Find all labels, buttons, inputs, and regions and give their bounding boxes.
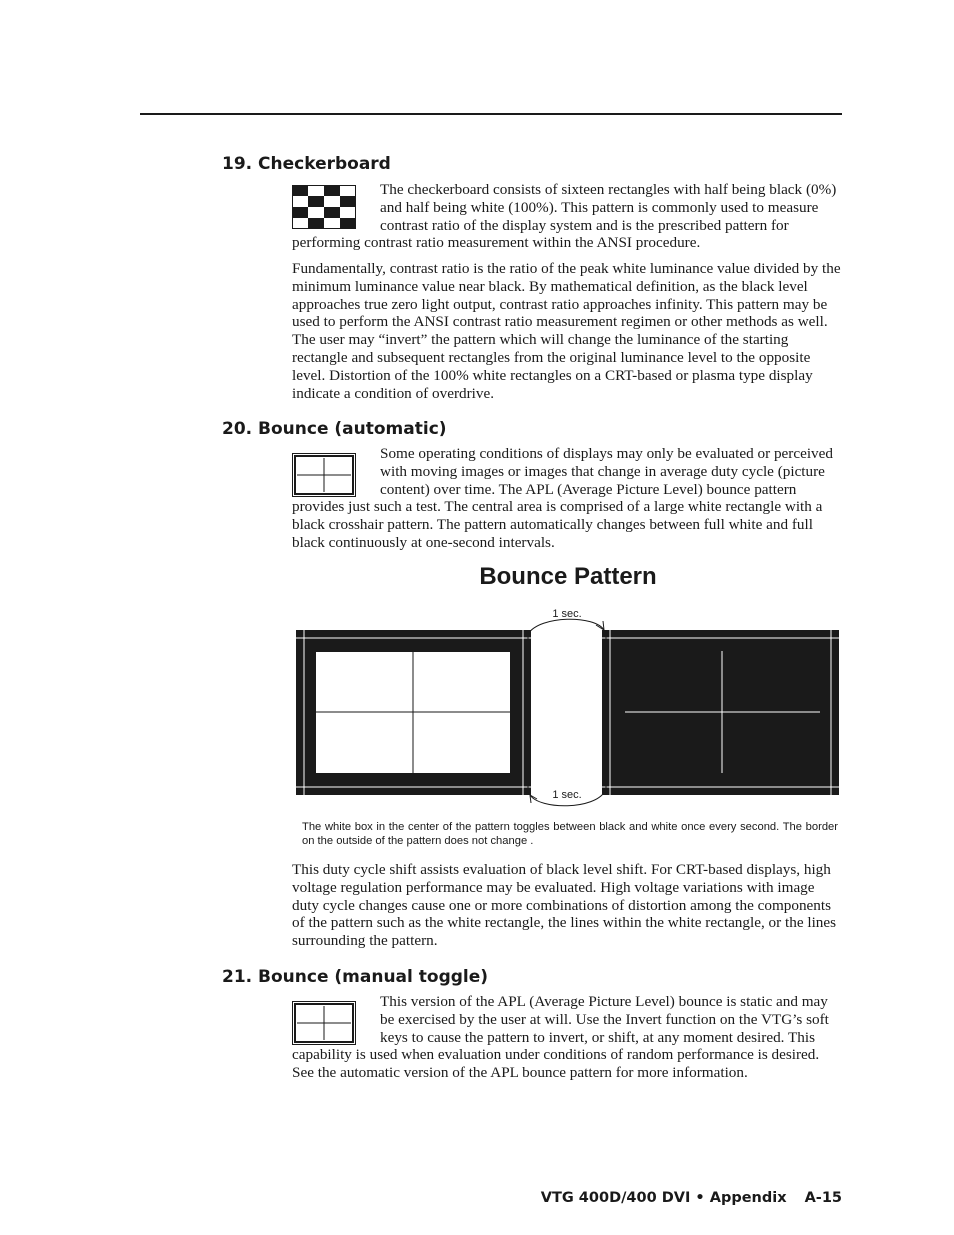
section-heading-checkerboard: 19. Checkerboard [222,154,391,174]
checker-cell [340,196,356,207]
bottom-interval-label: 1 sec. [552,789,582,801]
bounce-manual-thumbnail [292,1001,366,1045]
footer-title: VTG 400D/400 DVI • Appendix [540,1190,787,1206]
checkerboard-para-1: The checkerboard consists of sixteen rectangles with half being black (0%) and half being white (100%). This pattern is commonly used to measure contrast ratio of the display system and is the prescribed pattern for performing contrast ratio measurement within the ANSI procedure. [292,181,837,252]
contrast-ratio-paragraph: Fundamentally, contrast ratio is the ratio of the peak white luminance value divided by the minimum luminance value near black. By mathematical definition, as the black level approaches true zero light output, contrast ratio approaches infinity. This pattern may be used to perform the ANSI contrast ratio measurement regimen or other methods as well. The user may “invert” the pattern which will change the luminance of the starting rectangle and subsequent rectangles from the original luminance level to the opposite level. Distortion of the 100% white rectangles on a CRT-based or plasma type display indicate a condition of overdrive. [292,260,841,402]
bounce-manual-para-1: This version of the APL (Average Picture Level) bounce is static and may be exercised by the user at will. Use the Invert function on the VTG’s soft keys to cause the pattern to invert, or shift, at any moment desired. This capability is used when evaluation under conditions of random performance is desired. See the automatic version of the APL bounce pattern for more information. [292,993,829,1082]
checker-cell [324,185,340,196]
bounce-pattern-icon [292,453,366,497]
transition-arrows [528,619,606,806]
checkerboard-description [292,181,844,252]
bounce-frame-black [602,630,839,795]
checker-cell [292,218,308,229]
section-heading-bounce-manual: 21. Bounce (manual toggle) [222,967,489,987]
bounce-manual-description [292,993,844,1082]
duty-cycle-paragraph: This duty cycle shift assists evaluation of black level shift. For CRT-based displays, high voltage regulation performance may be evaluated. High voltage variations with image duty cycle changes cause one or more combinations of distortion among the components of the pattern such as the white rectangle, the lines within the white rectangle, or the lines surrounding the pattern. [292,861,837,950]
diagram-caption: The white box in the center of the pattern toggles between black and white once every second. The border on the outside of the pattern does not change . [302,821,838,847]
checkerboard-icon [292,185,366,229]
page-footer [541,1190,842,1206]
bounce-manual-icon [292,1001,366,1045]
header-rule [140,113,842,115]
checker-cell [308,185,324,196]
checkerboard-thumbnail [292,185,366,229]
checker-cell [292,196,308,207]
checker-cell [308,196,324,207]
top-interval-label: 1 sec. [552,608,582,620]
section-heading-bounce-automatic: 20. Bounce (automatic) [222,419,447,439]
checker-cell [340,218,356,229]
checker-cell [292,185,308,196]
checker-cell [324,207,340,218]
diagram-title: Bounce Pattern [479,563,657,590]
checker-cell [340,207,356,218]
bounce-automatic-para-1: Some operating conditions of displays may only be evaluated or perceived with moving images or images that change in average duty cycle (picture content) over time. The APL (Average Picture Level) bounce pattern provides just such a test. The central area is comprised of a large white rectangle with a black crosshair pattern. The pattern automatically changes between full white and full black continuously at one-second intervals. [292,445,833,551]
checker-cell [340,185,356,196]
bounce-frame-white [296,630,531,795]
checker-cell [324,218,340,229]
checker-cell [292,207,308,218]
checker-cell [308,218,324,229]
bounce-automatic-description [292,445,844,552]
checker-cell [324,196,340,207]
bounce-automatic-thumbnail [292,453,366,497]
bounce-pattern-diagram [290,600,842,810]
page-number: A-15 [804,1190,842,1206]
checker-cell [308,207,324,218]
